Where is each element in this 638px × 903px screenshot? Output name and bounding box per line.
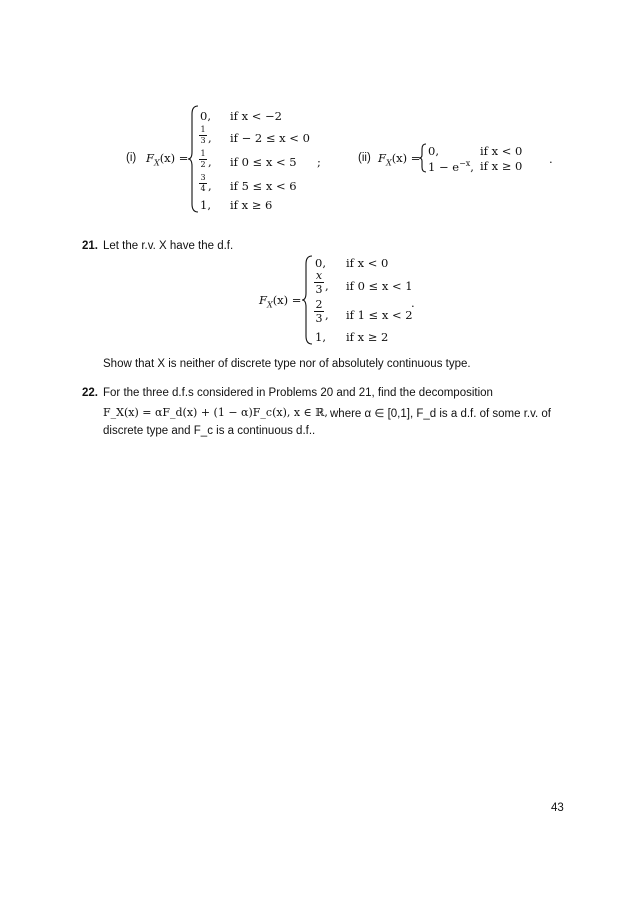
part-i-semicolon: ; (317, 155, 321, 169)
problem-21-question: Show that X is neither of discrete type nor of absolutely continuous type. (103, 358, 471, 370)
part-i-case4-comma: , (208, 179, 212, 193)
part-i-case2-fraction: 1 3 (200, 125, 206, 145)
part-i-lhs: $F_X(x)$ = (146, 151, 189, 168)
part-i-label: (i) (126, 152, 137, 164)
problem-21-lhs: $F_X(x)$ = (259, 293, 302, 310)
problem-21-case3-cond: if 1 ≤ x < 2 (346, 308, 413, 322)
problem-21-case2-comma: , (325, 279, 329, 293)
part-ii-period: . (549, 152, 553, 166)
problem-21-case1-value: 0, (315, 256, 326, 270)
problem-21-case4-cond: if x ≥ 2 (346, 330, 389, 344)
problem-22-line2-math: F_X(x) = αF_d(x) + (1 − α)F_c(x), x ∈ ℝ, (103, 406, 328, 419)
problem-21-case1-cond: if x < 0 (346, 256, 389, 270)
part-i-case4-fraction: 3 4 (200, 173, 206, 193)
part-ii-case1-value: 0, (428, 144, 439, 158)
part-i-case1-cond: if x < −2 (230, 109, 282, 123)
part-ii-label: (ii) (358, 152, 371, 164)
part-ii-lhs: $F_X(x)$ = (378, 151, 421, 168)
problem-22-line3: discrete type and F_c is a continuous d.f.. (103, 425, 316, 437)
part-ii-case2-cond: if x ≥ 0 (480, 159, 523, 173)
part-i-case2-cond: if − 2 ≤ x < 0 (230, 131, 310, 145)
part-i-case1-value: 0, (200, 109, 211, 123)
problem-22-line1: For the three d.f.s considered in Problems 20 and 21, find the decomposition (103, 387, 493, 399)
problem-21-case3-fraction: 2 3 (315, 298, 323, 325)
part-ii-brace (418, 143, 428, 173)
part-i-case3-fraction: 1 2 (200, 149, 206, 169)
problem-21-period: . (411, 296, 415, 310)
part-ii-case1-cond: if x < 0 (480, 144, 523, 158)
part-i-case3-comma: , (208, 155, 212, 169)
problem-21-intro: Let the r.v. X have the d.f. (103, 240, 234, 252)
problem-21-case3-comma: , (325, 308, 329, 322)
part-i-case3-cond: if 0 ≤ x < 5 (230, 155, 297, 169)
problem-22-number: 22. (82, 387, 98, 399)
problem-21-brace (302, 254, 314, 346)
problem-21-case2-cond: if 0 ≤ x < 1 (346, 279, 413, 293)
problem-22-line2-text: where α ∈ [0,1], F_d is a d.f. of some r.v. of (330, 408, 551, 420)
problem-21-number: 21. (82, 240, 98, 252)
part-ii-case2-value: $1 - e^{-x}$, (428, 159, 474, 174)
part-i-case5-value: 1, (200, 198, 211, 212)
page-number: 43 (551, 802, 564, 814)
problem-21-case2-fraction: x 3 (315, 269, 323, 296)
part-i-case5-cond: if x ≥ 6 (230, 198, 273, 212)
part-i-case4-cond: if 5 ≤ x < 6 (230, 179, 297, 193)
problem-21-case4-value: 1, (315, 330, 326, 344)
part-i-case2-comma: , (208, 131, 212, 145)
